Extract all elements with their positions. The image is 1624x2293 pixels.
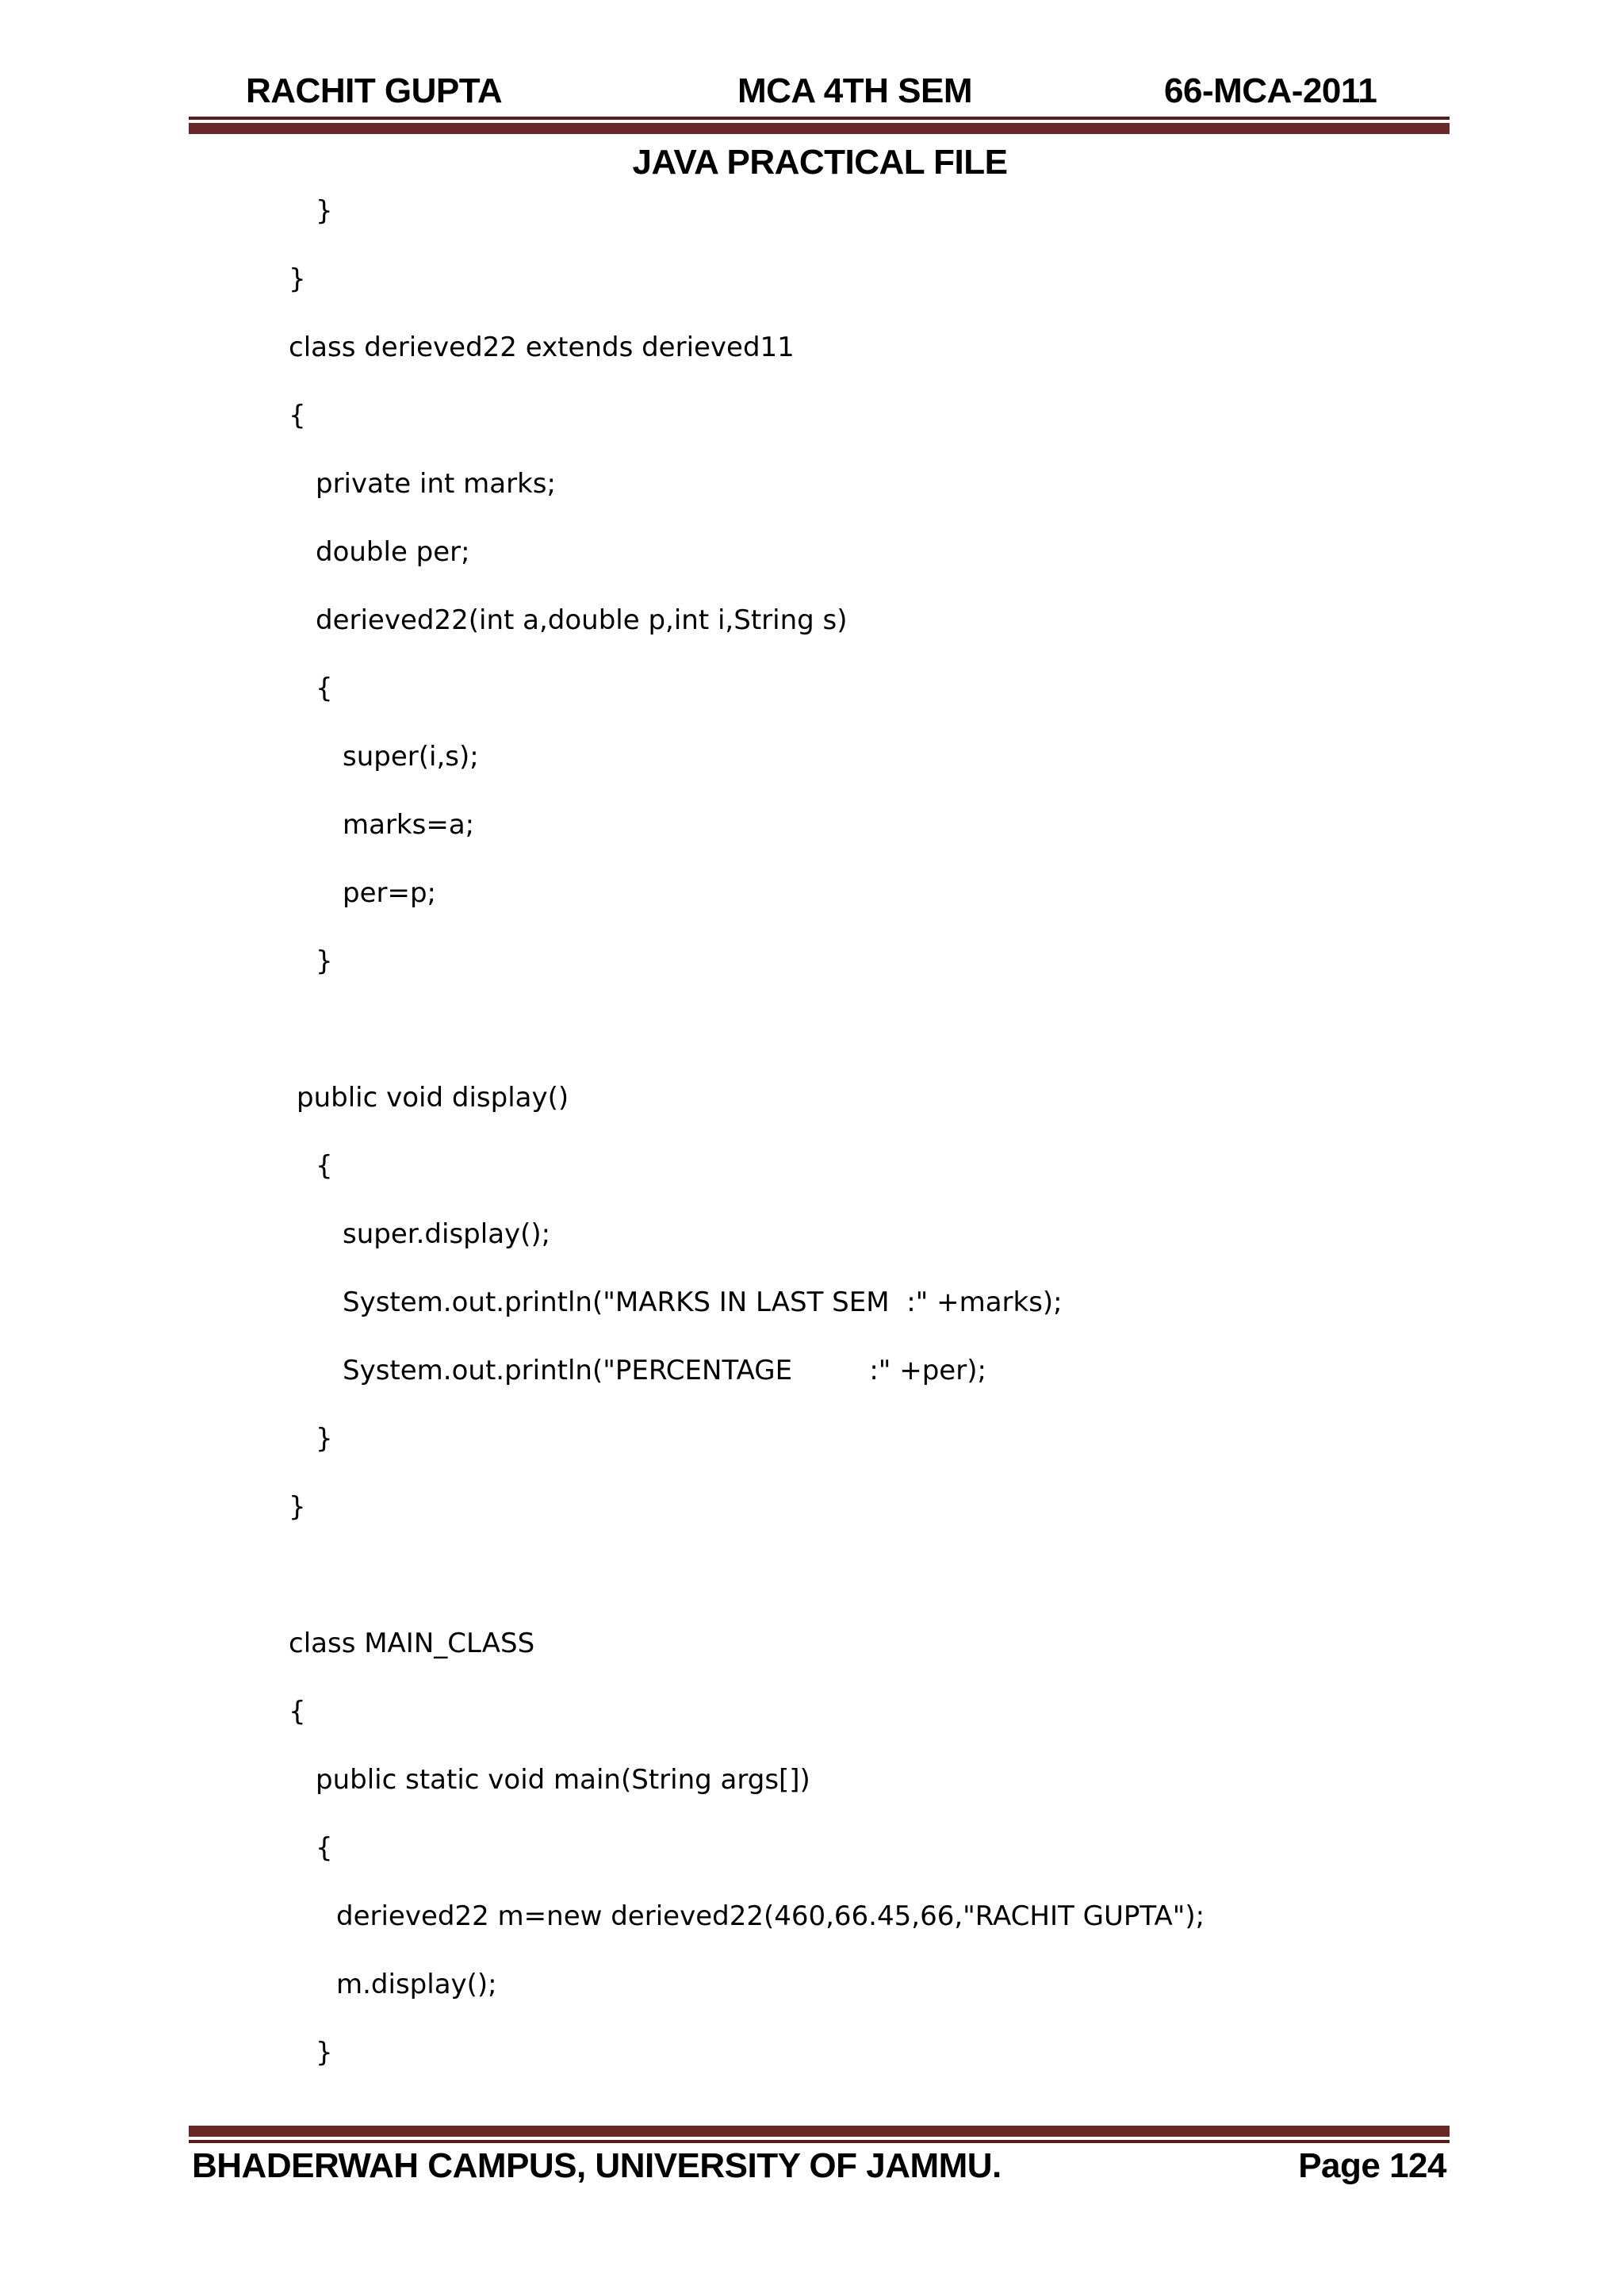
code-line: public static void main(String args[]) [316, 1764, 810, 1796]
header-rule [189, 117, 1450, 134]
code-line: m.display(); [336, 1969, 497, 2000]
code-line: } [289, 263, 306, 295]
code-line: super(i,s); [343, 741, 479, 773]
code-line: class derieved22 extends derieved11 [289, 332, 795, 363]
code-line: System.out.println("PERCENTAGE :" +per); [343, 1355, 986, 1386]
footer-institution: BHADERWAH CAMPUS, UNIVERSITY OF JAMMU. [192, 2146, 1002, 2185]
code-line: } [316, 2037, 333, 2069]
code-line: super.display(); [343, 1218, 551, 1250]
code-line: marks=a; [343, 809, 475, 841]
header-author-name: RACHIT GUPTA [246, 71, 503, 110]
code-line: { [316, 673, 333, 704]
header-roll-number: 66-MCA-2011 [1164, 71, 1377, 110]
code-line: } [316, 1423, 333, 1455]
code-line: { [316, 1150, 333, 1182]
code-line: { [316, 1832, 333, 1864]
page-header [0, 71, 1624, 119]
code-line: derieved22(int a,double p,int i,String s) [316, 604, 848, 636]
code-line: System.out.println("MARKS IN LAST SEM :" +marks); [343, 1286, 1063, 1318]
code-line: class MAIN_CLASS [289, 1628, 535, 1659]
code-line: private int marks; [316, 468, 556, 500]
code-line: { [289, 1696, 306, 1727]
header-course: MCA 4TH SEM [737, 71, 972, 110]
code-line: { [289, 400, 306, 431]
footer-rule [189, 2126, 1450, 2143]
code-line: } [316, 945, 333, 977]
code-line: } [316, 195, 333, 227]
code-line: per=p; [343, 877, 437, 909]
code-line: } [289, 1491, 306, 1523]
code-line: derieved22 m=new derieved22(460,66.45,66,"RACHIT GUPTA"); [336, 1900, 1205, 1932]
footer-page-number: Page 124 [1298, 2146, 1446, 2185]
code-line: public void display() [297, 1082, 569, 1114]
document-title [0, 143, 1624, 182]
code-line: double per; [316, 536, 470, 568]
document-title-text: JAVA PRACTICAL FILE [632, 143, 1008, 182]
